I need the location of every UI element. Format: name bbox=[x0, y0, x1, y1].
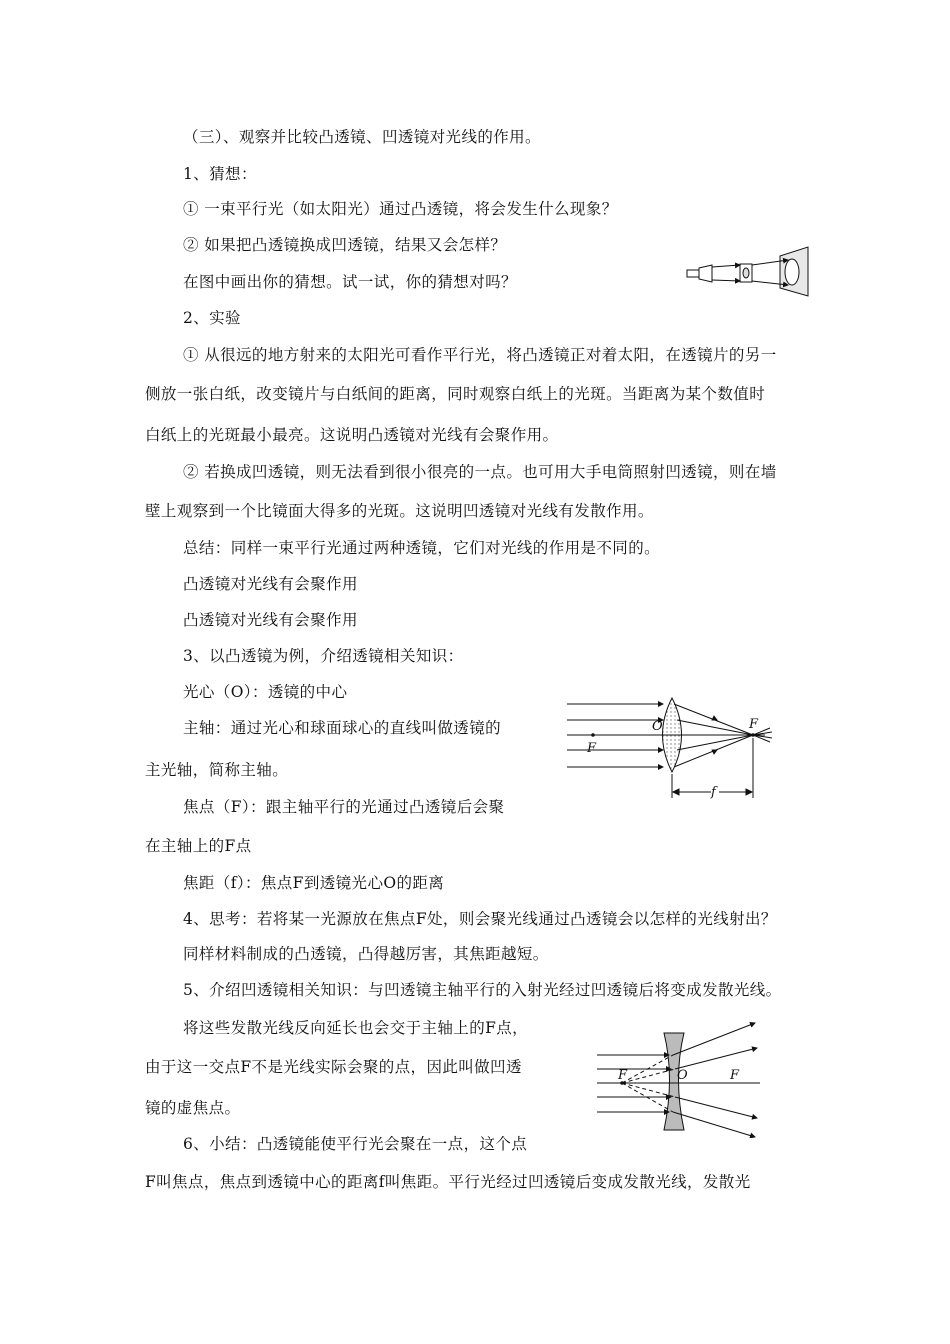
text-line: 白纸上的光斑最小最亮。这说明凸透镜对光线有会聚作用。 bbox=[145, 426, 559, 444]
concave-lens-figure bbox=[595, 1020, 770, 1138]
text-line: ② 如果把凸透镜换成凹透镜，结果又会怎样？ bbox=[183, 236, 507, 254]
text-line: 5、介绍凹透镜相关知识：与凹透镜主轴平行的入射光经过凹透镜后将变成发散光线。 bbox=[183, 981, 782, 999]
text-line: 3、以凸透镜为例，介绍透镜相关知识： bbox=[183, 647, 464, 665]
focus-label: F bbox=[749, 717, 759, 732]
text-line: 镜的虚焦点。 bbox=[145, 1099, 241, 1117]
text-line: 1、猜想： bbox=[183, 165, 257, 183]
optical-center-label: O bbox=[677, 1068, 688, 1083]
focal-length-label: f bbox=[711, 785, 716, 800]
text-line: 主轴：通过光心和球面球心的直线叫做透镜的 bbox=[183, 719, 502, 737]
focus-label: F bbox=[730, 1068, 740, 1083]
text-line: 总结：同样一束平行光通过两种透镜，它们对光线的作用是不同的。 bbox=[183, 539, 661, 557]
text-line: 焦点（F）：跟主轴平行的光通过凸透镜后会聚 bbox=[183, 798, 505, 816]
focus-label: F bbox=[587, 741, 597, 756]
virtual-focus-label: F bbox=[618, 1068, 628, 1083]
text-line: ① 从很远的地方射来的太阳光可看作平行光，将凸透镜正对着太阳，在透镜片的另一 bbox=[183, 346, 777, 364]
text-line: 在主轴上的F点 bbox=[145, 837, 252, 855]
text-line: 凸透镜对光线有会聚作用 bbox=[183, 575, 358, 593]
text-line: F叫焦点，焦点到透镜中心的距离f叫焦距。平行光经过凹透镜后变成发散光线，发散光 bbox=[145, 1173, 751, 1191]
text-line: 凸透镜对光线有会聚作用 bbox=[183, 611, 358, 629]
text-line: 6、小结：凸透镜能使平行光会聚在一点，这个点 bbox=[183, 1135, 528, 1153]
text-line: 同样材料制成的凸透镜，凸得越厉害，其焦距越短。 bbox=[183, 945, 549, 963]
text-line: 壁上观察到一个比镜面大得多的光斑。这说明凹透镜对光线有发散作用。 bbox=[145, 502, 654, 520]
text-line: 2、实验 bbox=[183, 309, 241, 327]
text-line: 主光轴，简称主轴。 bbox=[145, 761, 289, 779]
text-line: 由于这一交点F不是光线实际会聚的点，因此叫做凹透 bbox=[145, 1058, 522, 1076]
text-line: 在图中画出你的猜想。试一试，你的猜想对吗？ bbox=[183, 273, 517, 291]
text-line: 4、思考：若将某一光源放在焦点F处，则会聚光线通过凸透镜会以怎样的光线射出？ bbox=[183, 910, 777, 928]
text-line: 光心（O）：透镜的中心 bbox=[183, 683, 348, 701]
flashlight-lens-screen-figure bbox=[684, 244, 810, 300]
text-line: ② 若换成凹透镜，则无法看到很小很亮的一点。也可用大手电筒照射凹透镜，则在墙 bbox=[183, 463, 777, 481]
section-heading: （三）、观察并比较凸透镜、凹透镜对光线的作用。 bbox=[183, 128, 541, 146]
text-line: ① 一束平行光（如太阳光）通过凸透镜，将会发生什么现象？ bbox=[183, 200, 618, 218]
text-line: 侧放一张白纸，改变镜片与白纸间的距离，同时观察白纸上的光斑。当距离为某个数值时 bbox=[145, 385, 766, 403]
convex-lens-figure bbox=[565, 690, 780, 802]
optical-center-label: O bbox=[652, 719, 663, 734]
text-line: 将这些发散光线反向延长也会交于主轴上的F点， bbox=[183, 1019, 529, 1037]
flashlight-icon bbox=[687, 270, 699, 277]
text-line: 焦距（f）：焦点F到透镜光心O的距离 bbox=[183, 874, 445, 892]
